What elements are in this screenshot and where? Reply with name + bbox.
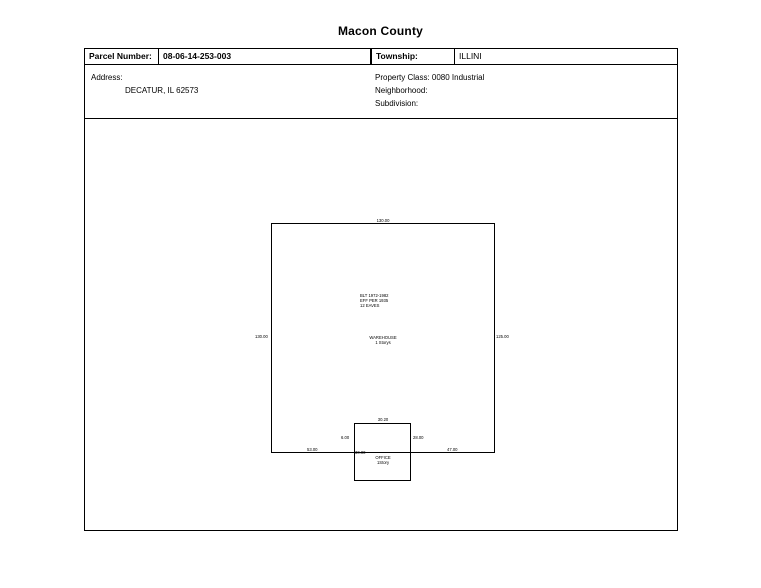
header-row [85,49,677,65]
neighborhood: Neighborhood: [375,86,428,95]
warehouse-note-3: 12 EAVES [360,303,380,308]
page-title: Macon County [337,24,424,38]
property-record-card [84,48,678,531]
township-value: ILLINI [459,51,482,61]
address-label: Address: [91,73,123,82]
township-label: Township: [371,49,455,65]
warehouse-left-dimension: 130.00 [255,334,268,339]
warehouse-top-dimension: 130.00 [376,218,390,223]
office-left-dimension: 6.00 [341,435,350,440]
classification-block [375,71,484,110]
warehouse-label: WAREHOUSE [369,335,397,340]
warehouse-story-label: 1 Storys [375,340,391,345]
warehouse-bottom-left-dimension: 53.00 [307,447,318,452]
address-block [91,71,198,97]
property-class: Property Class: 0080 Industrial [375,73,485,82]
building-sketch [85,119,677,531]
office-story-label: 1Story [376,460,390,465]
warehouse-note-1: BLT 1972-1982 [360,293,389,298]
subdivision: Subdivision: [375,99,419,108]
parcel-number-label: Parcel Number: [85,49,159,65]
office-right-dimension: 28.00 [413,435,424,440]
parcel-number-value: 08-06-14-253-003 [159,49,371,65]
office-label: OFFICE [375,455,391,460]
office-top-dimension: 30.20 [377,417,389,422]
address-line: DECATUR, IL 62573 [125,86,199,95]
warehouse-bottom-right-dimension: 47.00 [447,447,458,452]
info-block [85,65,677,119]
office-bottom-dimension: 30.00 [355,450,366,455]
warehouse-right-dimension: 125.00 [496,334,509,339]
warehouse-note-2: EFF PER 1935 [360,298,389,303]
